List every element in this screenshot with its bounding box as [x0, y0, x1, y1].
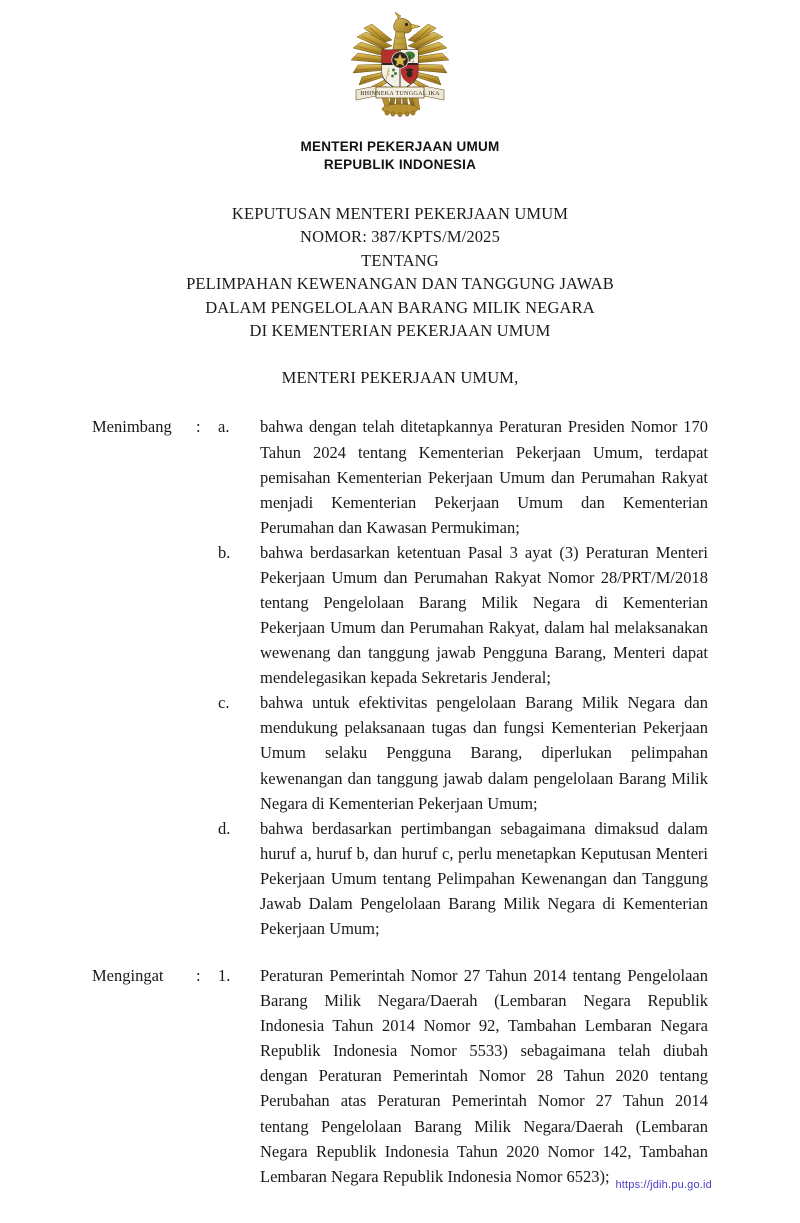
page-footer — [0, 1175, 800, 1193]
decree-number: NOMOR: 387/KPTS/M/2025 — [300, 227, 500, 247]
clauses-container — [0, 414, 800, 1188]
list-item — [218, 690, 708, 815]
section-menimbang — [92, 414, 708, 941]
item-text-1: Peraturan Pemerintah Nomor 27 Tahun 2014 tentang Pengelolaan Barang Milik Negara/Daerah (Lembaran Negara Republik Indonesia Tahun 2014 Nomor 92, Tambahan Lembaran Negara Republik Indonesia Nomor 5533) sebagaimana telah diubah dengan Peraturan Pemerintah Nomor 28 Tahun 2020 tentang Perubahan atas Peraturan Pemerintah Nomor 27 Tahun 2014 tentang Pengelolaan Barang Milik Negara/Daerah (Lembaran Negara Republik Indonesia Tahun 2020 Nomor 142, Tambahan Lembaran Negara Republik Indonesia Nomor 6523); — [260, 966, 708, 1186]
decree-subject-line1: PELIMPAHAN KEWENANGAN DAN TANGGUNG JAWAB — [186, 274, 614, 294]
decree-about-label: TENTANG — [361, 250, 439, 270]
section-mengingat — [92, 963, 708, 1189]
section-items-menimbang — [218, 414, 708, 941]
section-label-menimbang: Menimbang — [92, 417, 172, 437]
section-colon-mengingat: : — [196, 966, 201, 986]
item-marker-c: c. — [218, 693, 230, 713]
issuing-authority: MENTERI PEKERJAAN UMUM, — [281, 368, 519, 388]
item-text-d: bahwa berdasarkan pertimbangan sebagaimana dimaksud dalam huruf a, huruf b, dan huruf c, perlu menetapkan Keputusan Menteri Pekerjaan Umum tentang Pelimpahan Kewenangan dan Tanggung Jawab Dalam Pengelolaan Barang Milik Negara di Kementerian Pekerjaan Umum; — [260, 818, 708, 938]
section-colon-menimbang: : — [196, 417, 201, 437]
list-item — [218, 816, 708, 941]
emblem-container — [0, 0, 800, 122]
list-item — [218, 414, 708, 539]
decree-title-block — [0, 202, 800, 343]
item-marker-b: b. — [218, 542, 231, 562]
item-text-c: bahwa untuk efektivitas pengelolaan Barang Milik Negara dan mendukung pelaksanaan tugas dan fungsi Kementerian Pekerjaan Umum selaku Pengguna Barang, diperlukan pelimpahan kewenangan dan tanggung jawab dalam pengelolaan Barang Milik Negara di Kementerian Pekerjaan Umum; — [260, 693, 708, 813]
ministry-header-line1: MENTERI PEKERJAAN UMUM — [300, 139, 500, 154]
jdih-url-link[interactable]: https://jdih.pu.go.id — [615, 1179, 712, 1191]
item-text-a: bahwa dengan telah ditetapkannya Peraturan Presiden Nomor 170 Tahun 2024 tentang Kementerian Pekerjaan Umum, terdapat pemisahan Kementerian Pekerjaan Umum dan Perumahan Rakyat menjadi Kementerian Pekerjaan Umum dan Kementerian Perumahan dan Kawasan Permukiman; — [260, 417, 708, 537]
garuda-pancasila-emblem — [342, 10, 458, 122]
svg-text:BHINNEKA TUNGGAL IKA: BHINNEKA TUNGGAL IKA — [360, 90, 440, 97]
item-marker-a: a. — [218, 417, 230, 437]
decree-title: KEPUTUSAN MENTERI PEKERJAAN UMUM — [231, 203, 569, 223]
decree-subject-line3: DI KEMENTERIAN PEKERJAAN UMUM — [249, 321, 551, 341]
section-items-mengingat — [218, 963, 708, 1189]
item-marker-d: d. — [218, 818, 231, 838]
ministry-header-line2: REPUBLIK INDONESIA — [323, 156, 477, 172]
item-marker-1: 1. — [218, 966, 231, 986]
decree-subject-line2: DALAM PENGELOLAAN BARANG MILIK NEGARA — [205, 297, 595, 317]
item-text-b: bahwa berdasarkan ketentuan Pasal 3 ayat (3) Peraturan Menteri Pekerjaan Umum dan Perumahan Rakyat Nomor 28/PRT/M/2018 tentang Pengelolaan Barang Milik Negara di Kementerian Pekerjaan Umum dan Perumahan Rakyat, dalam hal melaksanakan wewenang dan tanggung jawab Pengguna Barang, Menteri dapat mendelegasikan kepada Sekretaris Jenderal; — [260, 542, 708, 688]
ministry-header — [0, 138, 800, 174]
section-label-mengingat: Mengingat — [92, 966, 164, 986]
list-item — [218, 540, 708, 690]
list-item — [218, 963, 708, 1189]
